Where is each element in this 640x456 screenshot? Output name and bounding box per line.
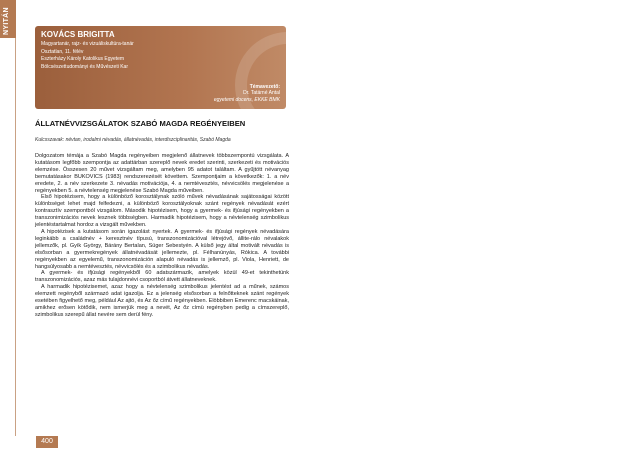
supervisor-name: Dr. Tatárné Antal [243,90,280,97]
author-info-line: Bölcsészettudományi és Művészeti Kar [41,63,128,70]
article-body [35,153,289,319]
section-tab [0,0,16,38]
author-info [41,41,134,71]
supervisor-affiliation: egyetemi docens, EKKE BMK [213,96,280,103]
body-paragraph: A harmadik hipotézisemet, azaz hogy a névtelenség szimbolikus jelentést ad a műnek, számos elemzett regényből származó adat igazolja. Ez a jelenség elsősorban a felnőtteknek szánt regények esetében figyelhető meg, például Az ajtó, és Az őz című regényekben. Elöbbiben Emerenc macskáinak, amikhez erősen kötődik, nem ismerjük meg a nevét, Az őz címü regényben pedig a címszereplő, szimbolikus szerepű állat nevére sem derül fény. [35,284,289,318]
body-paragraph: A gyermek- és ifjúsági regényekből 60 adatszármazik, amelyek közül 49-et tekinthetünk transzonomizációs, azaz más tulajdonnévi csoportból átvett állatneveknek. [35,270,289,284]
body-paragraph: Dolgozatom témája a Szabó Magda regényeiben megjelenő állatnevek többszempontú vizsgálata. A kutatásom legfőbb szempontja az adattárban szereplő nevek eredet szerinti, szerkezeti és motivációs elemzése. Összesen 20 művet vizsgáltam meg, amelyben 95 adatot találtam. A gyűjtött névanyag bemutatásakor BUKOVICS (1983) rendszerezését követtem. Szempontjaim a következők: 1. a név eredete, 2. a név szerkezete 3. névadás motivációja, 4. a nemtévesztés, névvicsölés megjelenése a regényekben 5. a névtelenség megjelenése Szabó Magda műveiben. [35,153,289,194]
author-name: KOVÁCS BRIGITTA [41,30,115,39]
side-divider [15,38,16,436]
author-banner [35,26,286,109]
supervisor-role: Témavezető: [249,84,280,90]
author-info-line: Osztatlan, 11. félév [41,48,84,55]
page-number: 400 [36,436,58,448]
keywords: Kulcsszavak: névtan, irodalmi névadás, állatnévadás, interdiszciplinaritás, Szabó Magda [35,137,231,143]
author-info-line: Eszterházy Károly Katolikus Egyetem [41,56,125,63]
body-paragraph: Első hipotézisem, hogy a különböző korosztálynak szóló művek névadásának sajátosságai között különbséget lehet majd felfedezni, a különböző korosztályoknak szánt regények névadását ezért kontrasztív szempontból vizsgálom. Második hipotézisem, hogy a gyermek- és ifjúsági regényekben a transzonimizációs nevek lesznek többségben. Harmadik hipotézisem, hogy a névtelenség szimbolikus jelentéstartalmat hordoz a vizsgált művekben. [35,194,289,229]
article-title: ÁLLATNÉVVIZSGÁLATOK SZABÓ MAGDA REGÉNYEIBEN [35,119,246,128]
supervisor-block [214,84,280,103]
author-info-line: Magyartanár, rajz- és vizuáliskultúra-tanár [41,41,134,47]
section-tab-label: NYITÁN [3,7,10,35]
body-paragraph: A hipotézisek a kutatásom során igazolást nyertek. A gyermek- és ifjúsági regények névadására leginkább a családnév + keresztnév típusú, transzonomizációval létrejövő, állite-rálo névalakok jellemzők, pl. Gyík György, Bárány Bertalan, Süger Sebestyén. A külső jegy által motivált névadás is elsősorban a gyermekregények állatnévadását jellemezte, pl. Félhanúnyás, Rókica. A további regényekben az egyelemű, transzonomizáción alapuló névadás is jellemző, pl. Viola, Henriett, de hangsúlyosabb a nemtévesztés, névvicsölés és a szimbolikus névadás. [35,228,289,270]
